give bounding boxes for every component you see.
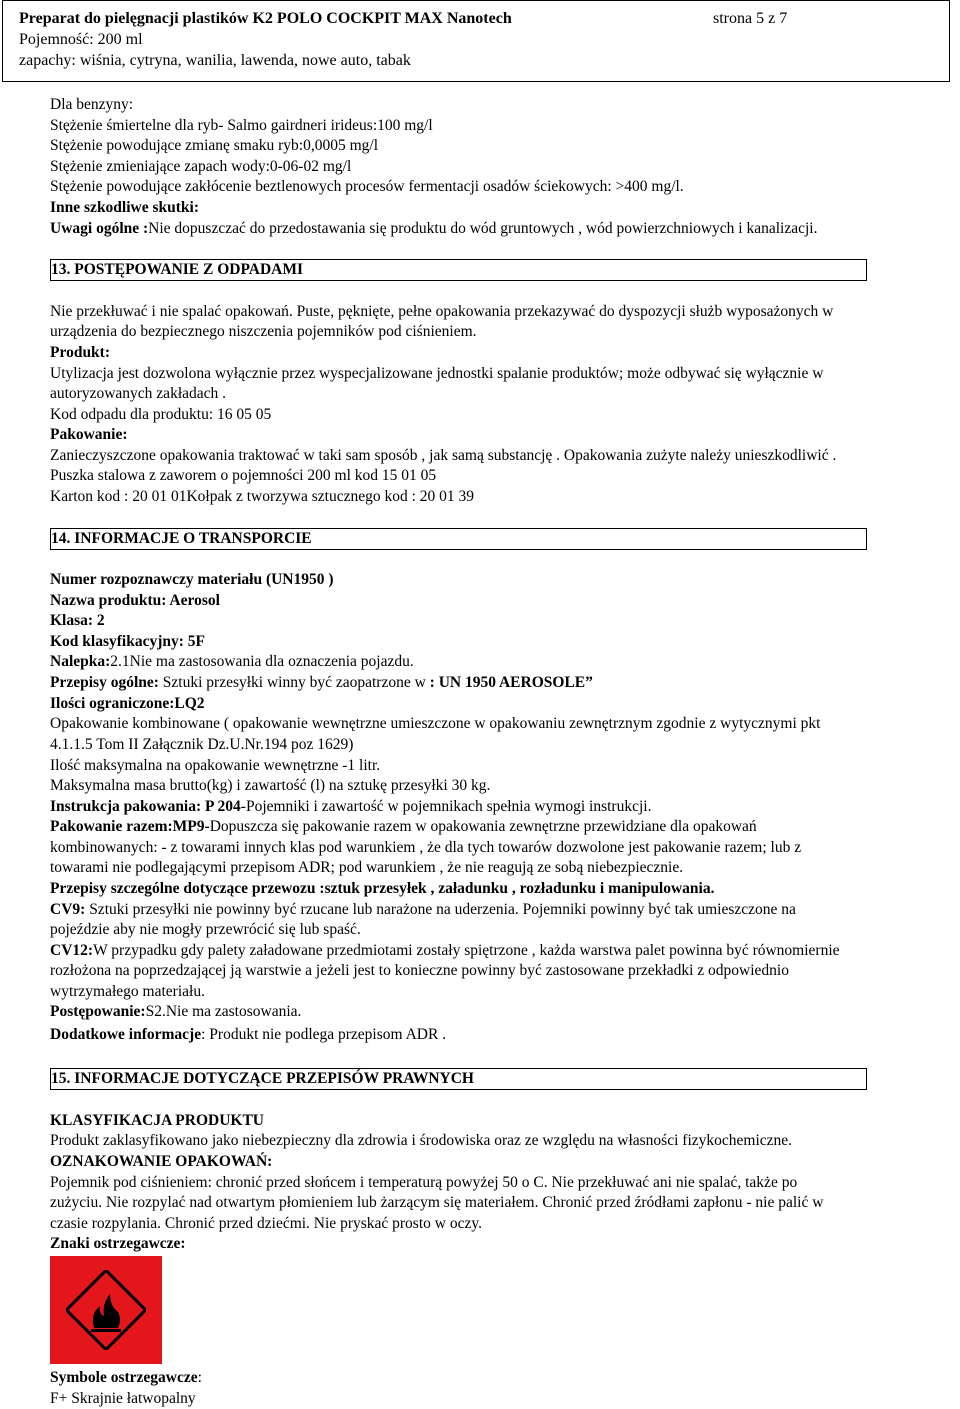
section-heading-14 [50,528,867,550]
text-line: Ilość maksymalna na opakowanie wewnętrzne -1 litr. [50,757,381,774]
text-line: 4.1.1.5 Tom II Załącznik Dz.U.Nr.194 poz 1629) [50,736,354,753]
value: -Pojemniki i zawartość w pojemnikach spełnia wymogi instrukcji. [240,798,652,815]
text-line [50,1368,202,1388]
subheading: KLASYFIKACJA PRODUKTU [50,1112,265,1129]
value: 2.1Nie ma zastosowania dla oznaczenia pojazdu. [110,653,414,670]
label: Dodatkowe informacje [50,1026,202,1043]
value: W przypadku gdy palety załadowane przedmiotami zostały spiętrzone , każda warstwa palet powinna być równomiernie [93,942,840,959]
subheading: Znaki ostrzegawcze: [50,1235,186,1252]
section-heading-text: 14. INFORMACJE O TRANSPORCIE [51,530,312,547]
text-line: Karton kod : 20 01 01Kołpak z tworzywa sztucznego kod : 20 01 39 [50,488,475,505]
text-line: Dla benzyny: [50,96,134,113]
value: Sztuki przesyłki winny być zaopatrzone w [162,674,430,691]
value: Sztuki przesyłki nie powinny być rzucane lub narażone na uderzenia. Pojemniki powinny być tak umieszczone na [89,901,796,918]
subheading: Klasa: 2 [50,612,105,629]
text-line [50,673,593,693]
text-line: Produkt zaklasyfikowano jako niebezpieczny dla zdrowia i środowiska oraz ze względu na własności fizykochemiczne. [50,1132,793,1149]
section-heading-15 [50,1068,867,1090]
text-line: Pojemnik pod ciśnieniem: chronić przed słońcem i temperaturą powyżej 50 o C. Nie przekłuwać ani nie spalać, także po [50,1174,798,1191]
text-line: kombinowanych: - z towarami innych klas pod warunkiem , że dla tych towarów dozwolone jest pakowanie razem; lub z [50,839,802,856]
product-capacity: Pojemność: 200 ml [19,31,143,48]
product-title: Preparat do pielęgnacji plastików K2 POLO COCKPIT MAX Nanotech [19,10,512,27]
label: Przepisy ogólne: [50,674,163,691]
subheading: Produkt: [50,344,111,361]
text-line: Puszka stalowa z zaworem o pojemności 200 ml kod 15 01 05 [50,467,437,484]
text-line: Stężenie powodujące zakłócenie beztlenowych procesów fermentacji osadów ściekowych: >400 mg/l. [50,178,684,195]
text-line [50,219,817,239]
label: Symbole ostrzegawcze [50,1369,198,1386]
subheading: Przepisy szczególne dotyczące przewozu :sztuk przesyłek , załadunku , rozładunku i manipulowania. [50,880,715,897]
label: Instrukcja pakowania: P 204 [50,798,241,815]
text-line: Utylizacja jest dozwolona wyłącznie przez wyspecjalizowane jednostki spalanie produktów; może odbywać się wyłącznie w [50,365,824,382]
text-line: rozłożona na poprzedzającej ją warstwie a jeżeli jest to konieczne powinny być zastosowane przekładki z odpowiednio [50,962,789,979]
subheading: OZNAKOWANIE OPAKOWAŃ: [50,1153,273,1170]
page-number: strona 5 z 7 [713,10,788,27]
label: CV12: [50,942,94,959]
text-line [50,1025,446,1045]
value: Nie dopuszczać do przedostawania się produktu do wód gruntowych , wód powierzchniowych i kanalizacji. [148,220,818,237]
label: Uwagi ogólne : [50,220,149,237]
document-header [2,0,950,82]
text-line [50,817,757,837]
section-heading-13 [50,259,867,281]
text-line: czasie rozpylania. Chronić przed dziećmi. Nie pryskać prosto w oczy. [50,1215,482,1232]
text-line: F+ Skrajnie łatwopalny [50,1390,196,1407]
label: Postępowanie: [50,1003,146,1020]
text-line: Maksymalna masa brutto(kg) i zawartość (l) na sztukę przesyłki 30 kg. [50,777,491,794]
text-line: wytrzymałego materiału. [50,983,205,1000]
text-line [50,797,651,817]
text-line: zużyciu. Nie rozpylać nad otwartym płomieniem lub żarzącym się materiałem. Chronić przed źródłami zapłonu - nie palić w [50,1194,824,1211]
subheading: Nazwa produktu: Aerosol [50,592,220,609]
text-line: Stężenie śmiertelne dla ryb- Salmo gairdneri irideus:100 mg/l [50,117,433,134]
text-line: pojeździe aby nie mogły przewrócić się lub spaść. [50,921,361,938]
text-line: Stężenie zmieniające zapach wody:0-06-02 mg/l [50,158,352,175]
label: Nalepka: [50,653,111,670]
section-heading-text: 13. POSTĘPOWANIE Z ODPADAMI [51,261,304,278]
subheading: Ilości ograniczone:LQ2 [50,695,205,712]
product-scents: zapachy: wiśnia, cytryna, wanilia, lawenda, nowe auto, tabak [19,52,411,69]
text-line [50,1002,301,1022]
value: : Produkt nie podlega przepisom ADR . [201,1026,447,1043]
subheading: Inne szkodliwe skutki: [50,199,200,216]
text-line [50,941,840,961]
text-line: towarami nie podlegającymi przepisom ADR; pod warunkiem , że nie reagują ze sobą niebezpiecznie. [50,859,684,876]
text-line: Opakowanie kombinowane ( opakowanie wewnętrzne umieszczone w opakowaniu zewnętrznym zgodnie z wytycznymi pkt [50,715,821,732]
label: : UN 1950 AEROSOLE” [429,674,593,691]
text-line: Nie przekłuwać i nie spalać opakowań. Puste, pęknięte, pełne opakowania przekazywać do dyspozycji służb wyposażonych w [50,303,834,320]
hazard-pictogram [50,1256,162,1364]
label: Pakowanie razem:MP9- [50,818,210,835]
text-line [50,652,414,672]
flame-icon [66,1270,146,1350]
text-line: urządzenia do bezpiecznego niszczenia pojemników pod ciśnieniem. [50,323,477,340]
subheading: Numer rozpoznawczy materiału (UN1950 ) [50,571,334,588]
value: Dopuszcza się pakowanie razem w opakowania zewnętrzne przewidziane dla opakowań [209,818,757,835]
subheading: Pakowanie: [50,426,128,443]
label: CV9: [50,901,90,918]
text-line: Stężenie powodujące zmianę smaku ryb:0,0005 mg/l [50,137,378,154]
text-line: Kod odpadu dla produktu: 16 05 05 [50,406,272,423]
text-line: Zanieczyszczone opakowania traktować w taki sam sposób , jak samą substancję . Opakowania zużyte należy unieszkodliwić . [50,447,837,464]
text-line: autoryzowanych zakładach . [50,385,227,402]
text-line [50,900,796,920]
value: S2.Nie ma zastosowania. [145,1003,302,1020]
subheading: Kod klasyfikacyjny: 5F [50,633,206,650]
value: : [197,1369,202,1386]
section-heading-text: 15. INFORMACJE DOTYCZĄCE PRZEPISÓW PRAWNYCH [51,1070,474,1087]
